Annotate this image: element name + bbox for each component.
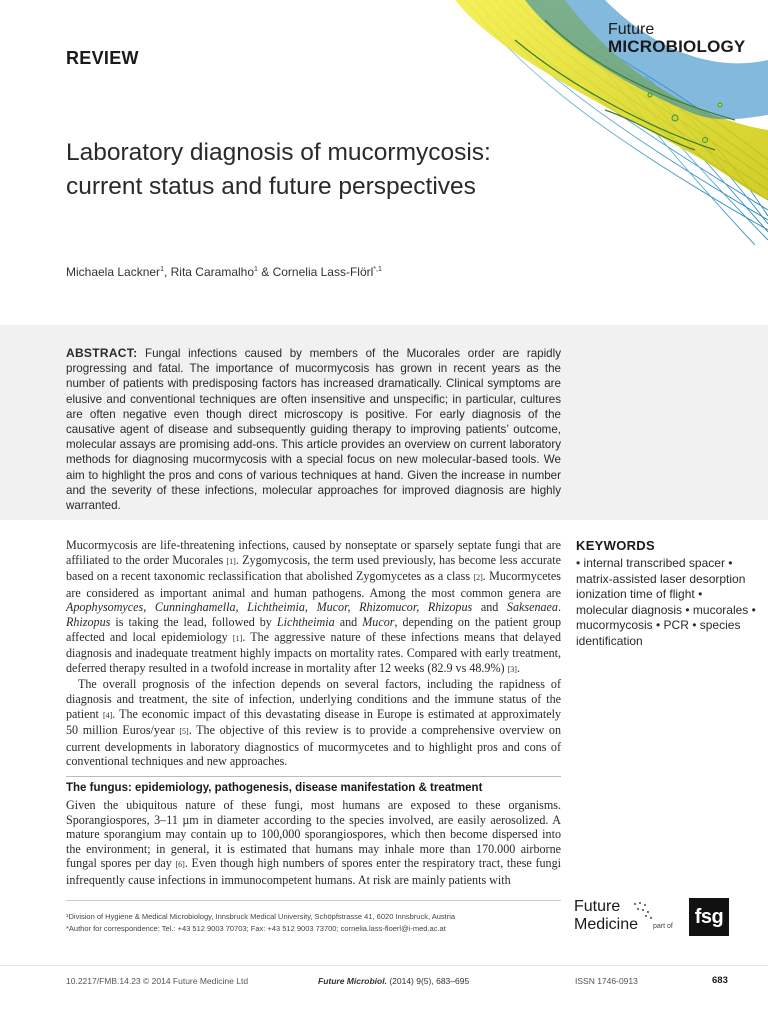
body-text: . (516, 660, 520, 675)
author-2: , Rita Caramalho (163, 265, 255, 279)
citation-ref: [3] (507, 664, 517, 674)
footnote-divider (66, 900, 561, 901)
body-text: and (334, 614, 363, 629)
body-text: . Zygomycosis, the term used previously, has become less accurate based on a recent taxonomic reclassification that abolished Zygomycetes as a class (66, 552, 561, 584)
fsg-logo: fsg (689, 898, 729, 936)
abstract-heading: ABSTRACT: (66, 346, 138, 360)
author-list (66, 265, 382, 279)
author-3: & Cornelia Lass-Flörl (257, 265, 374, 279)
section-divider (66, 776, 561, 777)
future-medicine-logo (574, 898, 754, 940)
logo-part-of: part of (653, 923, 673, 930)
logo-line1: Future (574, 898, 621, 915)
footer-divider (0, 965, 768, 966)
abstract (66, 346, 561, 513)
body-text: Mucormycosis are life-threatening infections, caused by nonseptate or sparsely septate fungi that are affiliated to the order Mucorales (66, 538, 561, 567)
genus-name: Lichtheimia (276, 614, 335, 629)
body-text: . (557, 600, 561, 615)
article-title-line1: Laboratory diagnosis of mucormycosis: (66, 139, 491, 166)
article-type: REVIEW (66, 48, 139, 68)
body-text: . Mucormycetes are considered as important animal and human pathogens. Among the most common genera are (66, 569, 561, 600)
keywords-heading: KEYWORDS (576, 538, 655, 553)
citation-ref: [5] (179, 727, 189, 737)
citation-ref: [2] (473, 573, 483, 583)
footer-journal: Future Microbiol. (318, 976, 387, 986)
keywords-list: • internal transcribed spacer • matrix-assisted laser desorption ionization time of flight • molecular diagnosis • mucorales • mucormycosis • PCR • species identification (576, 556, 756, 648)
genus-name: Mucor (362, 614, 395, 629)
citation-ref: [6] (175, 860, 185, 870)
body-text: is taking the lead, followed by (110, 614, 277, 629)
author-1-affil: 1 (160, 266, 164, 273)
genus-name: Rhizopus (66, 614, 111, 629)
citation-ref: [1] (232, 633, 243, 643)
correspondence-note: *Author for correspondence: Tel.: +43 512 9003 70703; Fax: +43 512 9003 73700; cornelia.lass-floerl@i-med.ac.at (66, 923, 446, 933)
logo-line2: Medicine (574, 916, 639, 933)
body-paragraph-1 (66, 538, 561, 677)
body-text: . The objective of this review is to provide a comprehensive overview on current developments in laboratory diagnostics of mucormycetes and to highlight pros and cons of conventional techniques and new approaches. (66, 723, 561, 769)
body-text: The overall prognosis of the infection depends on several factors, including the rapidness of diagnosis and treatment, the site of infection, underlying conditions and the immune status of the patient (66, 677, 561, 721)
journal-brand (608, 22, 758, 56)
body-text: and (472, 600, 507, 615)
journal-brand-big: MICROBIOLOGY (608, 37, 746, 56)
section-heading: The fungus: epidemiology, pathogenesis, disease manifestation & treatment (66, 782, 483, 794)
genus-names: Apophysomyces, Cunninghamella, Lichtheimia, Mucor, Rhizomucor, Rhizopus (66, 600, 473, 615)
body-text-intro (66, 538, 561, 769)
body-text: , depending on the patient group affected and local epidemiology (66, 614, 561, 644)
author-2-affil: 1 (254, 266, 258, 273)
dots-icon (632, 900, 658, 922)
author-1: Michaela Lackner (66, 265, 161, 279)
body-text: Given the ubiquitous nature of these fungi, most humans are exposed to these organisms. Sporangiospores, 3–11 µm in diameter according to the species involved, are easily aerosolized. A mature sporangium may contain up to 100,000 sporangiospores, which then become dispersed into the environment; in general, it is estimated that humans may inhale more than 170.000 airborne fungal spores per day (66, 798, 561, 871)
article-title (66, 136, 566, 204)
body-text-section (66, 798, 561, 888)
abstract-text: Fungal infections caused by members of the Mucorales order are rapidly progressing and fatal. The importance of mucormycosis has grown in recent years as the number of patients with predisposing factors has increased dramatically. Clinical symptoms are elusive and conventional techniques are often insensitive and unspecific; in particular, cultures are often negative even though direct microscopy is positive. For early diagnosis of the causative agent of disease and subsequently guiding therapy to improving patients’ outcome, molecular assays are promising add-ons. This article provides an overview on current laboratory methods for diagnosing mucormycosis with a special focus on new molecular-based tools. We aim to highlight the pros and cons of various techniques at hand. Given the increase in number and the severity of these infections, molecular approaches for improved diagnosis are highly warranted. (66, 347, 561, 513)
footer-doi: 10.2217/FMB.14.23 © 2014 Future Medicine Ltd (66, 976, 249, 986)
footer-citation (318, 976, 469, 986)
footer-issn: ISSN 1746-0913 (575, 976, 638, 986)
body-text: . The aggressive nature of these infections means that delayed diagnosis and inadequate treatment highly impacts on mortality rates. Compared with early treatment, deferred therapy resulted in a twofold increase in mortality after 12 weeks (82.9 vs 48.9%) (66, 629, 562, 675)
footer-volume: (2014) 9(5), 683–695 (386, 976, 470, 986)
body-paragraph-2 (66, 677, 561, 769)
journal-brand-small: Future (608, 21, 655, 38)
affiliation-note: ¹Division of Hygiene & Medical Microbiology, Innsbruck Medical University, Schöpfstrasse 41, 6020 Innsbruck, Austria (66, 912, 456, 921)
genus-name: Saksenaea (506, 600, 558, 615)
citation-ref: [4] (102, 710, 113, 720)
footnotes (66, 911, 561, 934)
citation-ref: [1] (226, 556, 236, 566)
body-paragraph-3 (66, 798, 561, 888)
author-3-affil: *,1 (373, 266, 382, 273)
page-number: 683 (712, 975, 728, 986)
body-text: . The economic impact of this devastating disease in Europe is estimated at approximately 50 million Euros/year (66, 706, 561, 738)
body-text: . Even though high numbers of spores enter the respiratory tract, these fungi infrequently cause infections in immunocompetent humans. At risk are mainly patients with (66, 856, 561, 887)
article-title-line2: current status and future perspectives (66, 173, 476, 200)
